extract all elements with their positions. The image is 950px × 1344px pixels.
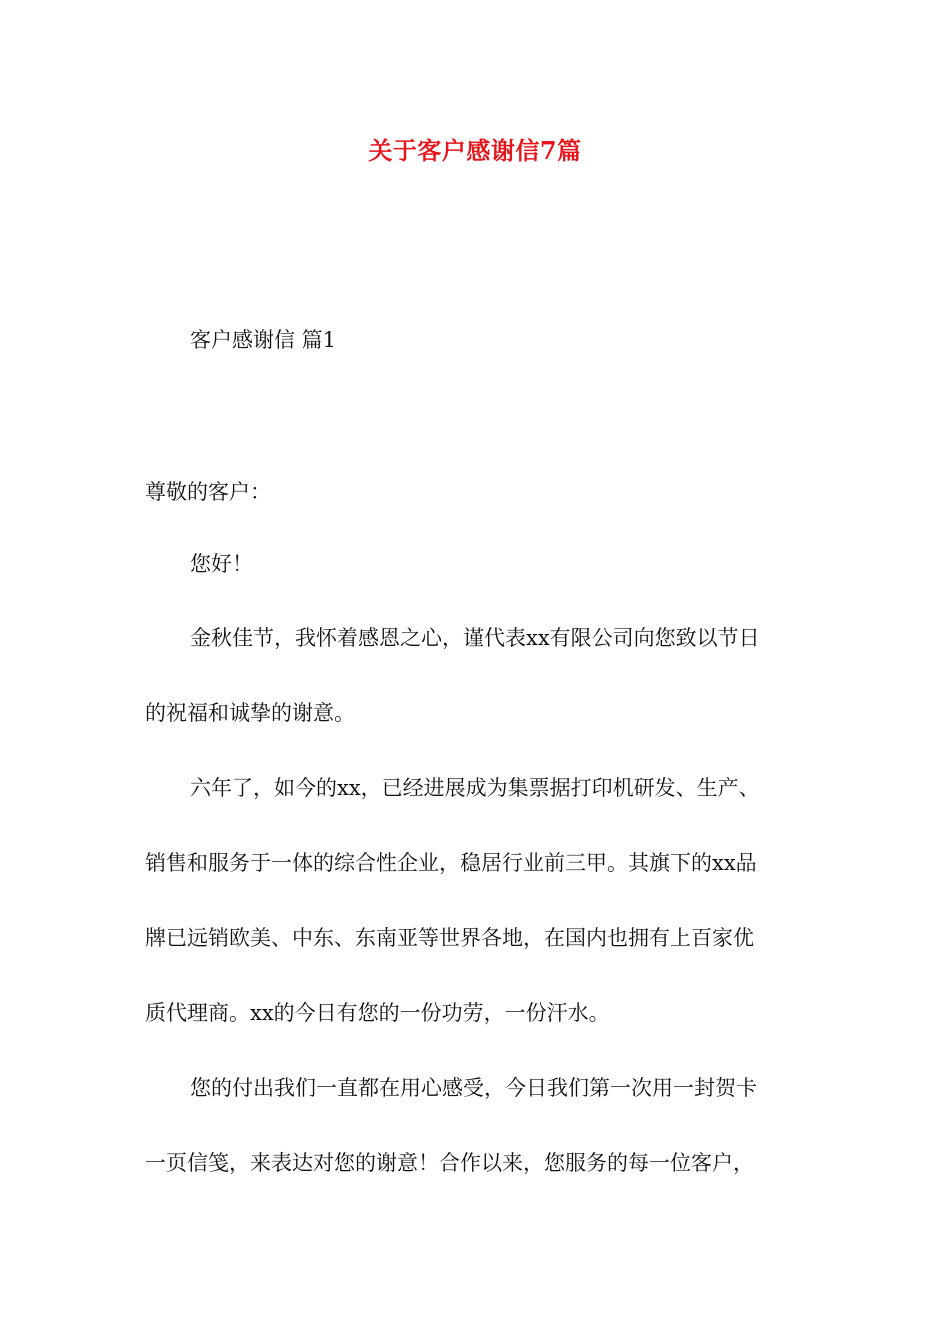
paragraph-line: 的祝福和诚挚的谢意。 bbox=[145, 701, 355, 725]
paragraph-line: 金秋佳节，我怀着感恩之心，谨代表xx有限公司向您致以节日 bbox=[190, 626, 760, 650]
paragraph-line: 牌已远销欧美、中东、东南亚等世界各地，在国内也拥有上百家优 bbox=[145, 926, 754, 950]
paragraph-line: 一页信笺，来表达对您的谢意！合作以来，您服务的每一位客户， bbox=[145, 1151, 754, 1175]
greeting-line: 尊敬的客户： bbox=[145, 480, 271, 504]
paragraph-line: 您的付出我们一直都在用心感受，今日我们第一次用一封贺卡 bbox=[190, 1076, 757, 1100]
salutation-line: 您好！ bbox=[190, 552, 253, 576]
paragraph-line: 销售和服务于一体的综合性企业，稳居行业前三甲。其旗下的xx品 bbox=[145, 851, 757, 875]
paragraph-line: 质代理商。xx的今日有您的一份功劳，一份汗水。 bbox=[145, 1001, 610, 1025]
paragraph-line: 六年了，如今的xx，已经进展成为集票据打印机研发、生产、 bbox=[190, 776, 760, 800]
section-heading: 客户感谢信 篇1 bbox=[190, 328, 337, 352]
document-title: 关于客户感谢信7篇 bbox=[368, 136, 582, 165]
